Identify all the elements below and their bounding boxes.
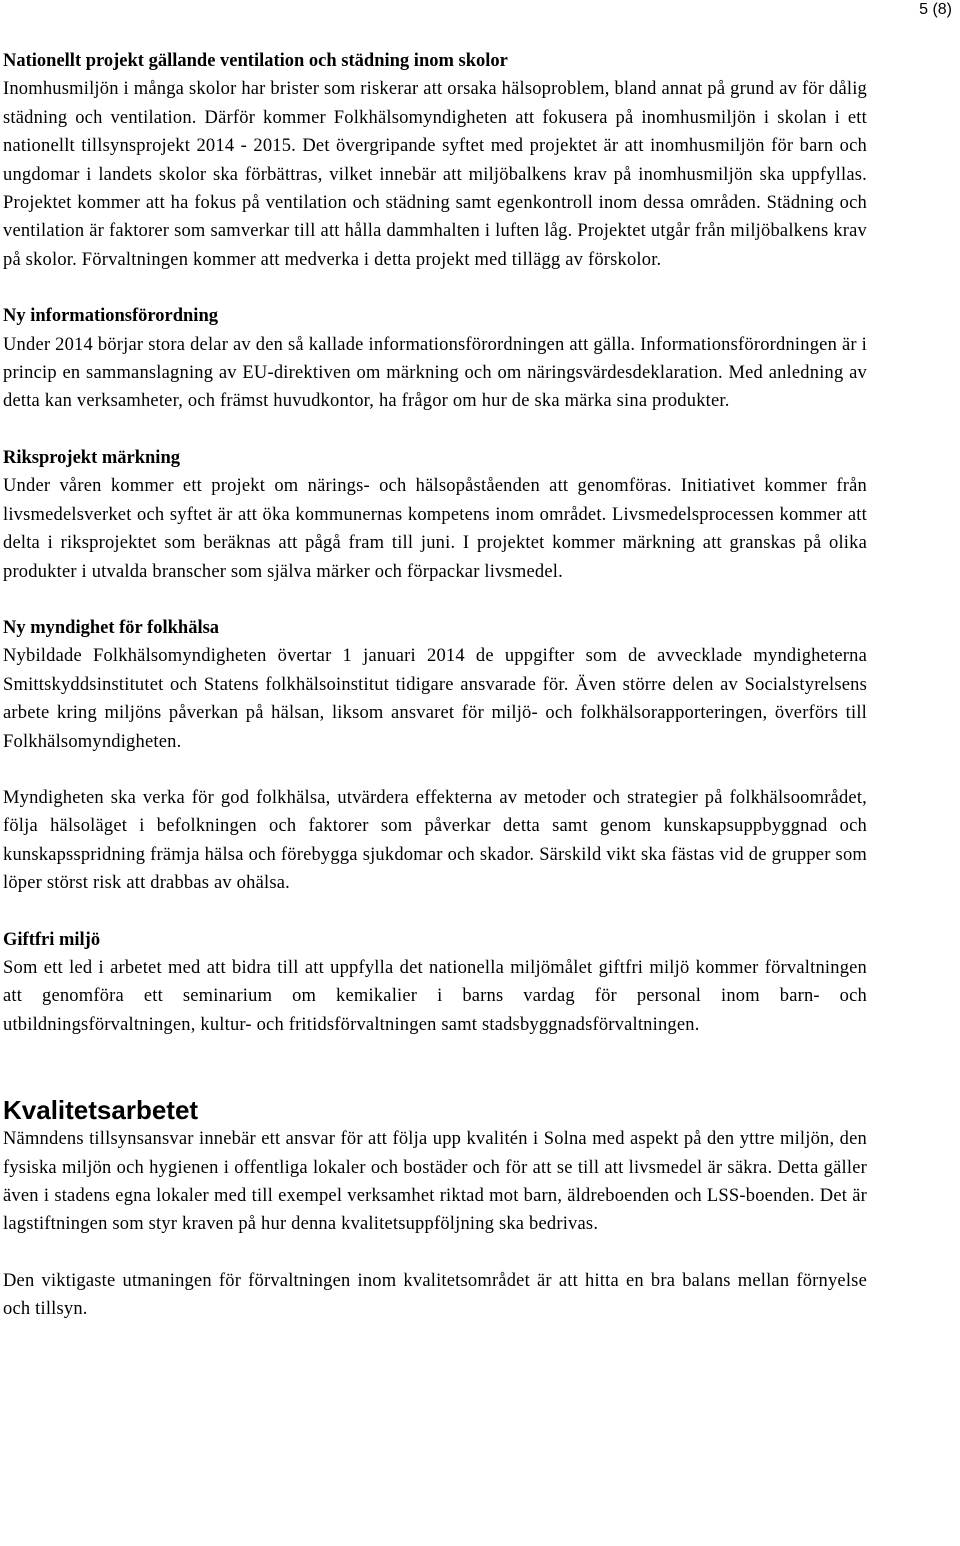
page-content — [3, 47, 867, 1324]
section-heading-informationsforordning: Ny informationsförordning — [3, 306, 218, 327]
main-heading-kvalitetsarbetet: Kvalitetsarbetet — [3, 1095, 199, 1126]
section-paragraph: Nämndens tillsynsansvar innebär ett ansvar för att följa upp kvalitén i Solna med aspekt på den yttre miljön, den fysiska miljön och hygienen i offentliga lokaler och bostäder och för att se till att livsmedel är säkra. Detta gäller även i stadens egna lokaler med till exempel verksamhet riktad mot barn, äldreboenden och LSS-boenden. Det är lagstiftningen som styr kraven på hur denna kvalitetsuppföljning ska bedrivas. — [3, 1129, 867, 1235]
section-paragraph: Som ett led i arbetet med att bidra till att uppfylla det nationella miljömålet giftfri miljö kommer förvaltningen att genomföra ett seminarium om kemikalier i barns vardag för personal inom barn- och utbildningsförvaltningen, kultur- och fritidsförvaltningen samt stadsbyggnadsförvaltningen. — [3, 957, 867, 1035]
page-number: 5 (8) — [919, 1, 952, 18]
section-paragraph: Den viktigaste utmaningen för förvaltningen inom kvalitetsområdet är att hitta en bra balans mellan förnyelse och tillsyn. — [3, 1270, 867, 1320]
section-paragraph: Myndigheten ska verka för god folkhälsa, utvärdera effekterna av metoder och strategier på folkhälsoområdet, följa hälsoläget i befolkningen och faktorer som påverkar detta samt genom kunskapsuppbyggnad och kunskapsspridning främja hälsa och förebygga sjukdomar och skador. Särskild vikt ska fästas vid de grupper som löper störst risk att drabbas av ohälsa. — [3, 787, 867, 894]
section-heading-riksprojekt: Riksprojekt märkning — [3, 447, 180, 468]
section-heading-ventilation: Nationellt projekt gällande ventilation och städning inom skolor — [3, 51, 508, 71]
section-paragraph: Nybildade Folkhälsomyndigheten övertar 1 januari 2014 de uppgifter som de avvecklade myndigheterna Smittskyddsinstitutet och Statens folkhälsoinstitut tidigare ansvarade för. Även större delen av Socialstyrelsens arbete kring miljöns påverkan på hälsan, liksom ansvaret för miljö- och folkhälsorapporteringen, överförs till Folkhälsomyndigheten. — [3, 646, 867, 752]
section-heading-folkhalsa: Ny myndighet för folkhälsa — [3, 617, 220, 638]
section-paragraph: Under våren kommer ett projekt om närings- och hälsopåståenden att genomföras. Initiativet kommer från livsmedelsverket och syftet är att öka kommunernas kompetens inom området. Livsmedelsprocessen kommer att delta i riksprojektet som beräknas att pågå fram till juni. I projektet kommer märkning att granskas på olika produkter i utvalda branscher som själva märker och förpackar livsmedel. — [3, 476, 867, 582]
section-paragraph: Inomhusmiljön i många skolor har brister som riskerar att orsaka hälsoproblem, bland annat på grund av för dålig städning och ventilation. Därför kommer Folkhälsomyndigheten att fokusera på inomhusmiljön i skolan i ett nationellt tillsynsprojekt 2014 - 2015. Det övergripande syftet med projektet är att inomhusmiljön för barn och ungdomar i landets skolor ska förbättras, vilket innebär att miljöbalkens krav på inomhusmiljön ska uppfyllas. Projektet kommer att ha fokus på ventilation och städning samt egenkontroll inom dessa områden. Städning och ventilation är faktorer som samverkar till att hålla dammhalten i luften låg. Projektet utgår från miljöbalkens krav på skolor. Förvaltningen kommer att medverka i detta projekt med tillägg av förskolor. — [3, 79, 867, 270]
section-heading-giftfri-miljo: Giftfri miljö — [3, 929, 101, 950]
section-paragraph: Under 2014 börjar stora delar av den så kallade informationsförordningen att gälla. Informationsförordningen är i princip en sammanslagning av EU-direktiven om märkning och om näringsvärdesdeklaration. Med anledning av detta kan verksamheter, och främst huvudkontor, ha frågor om hur de ska märka sina produkter. — [3, 334, 867, 412]
